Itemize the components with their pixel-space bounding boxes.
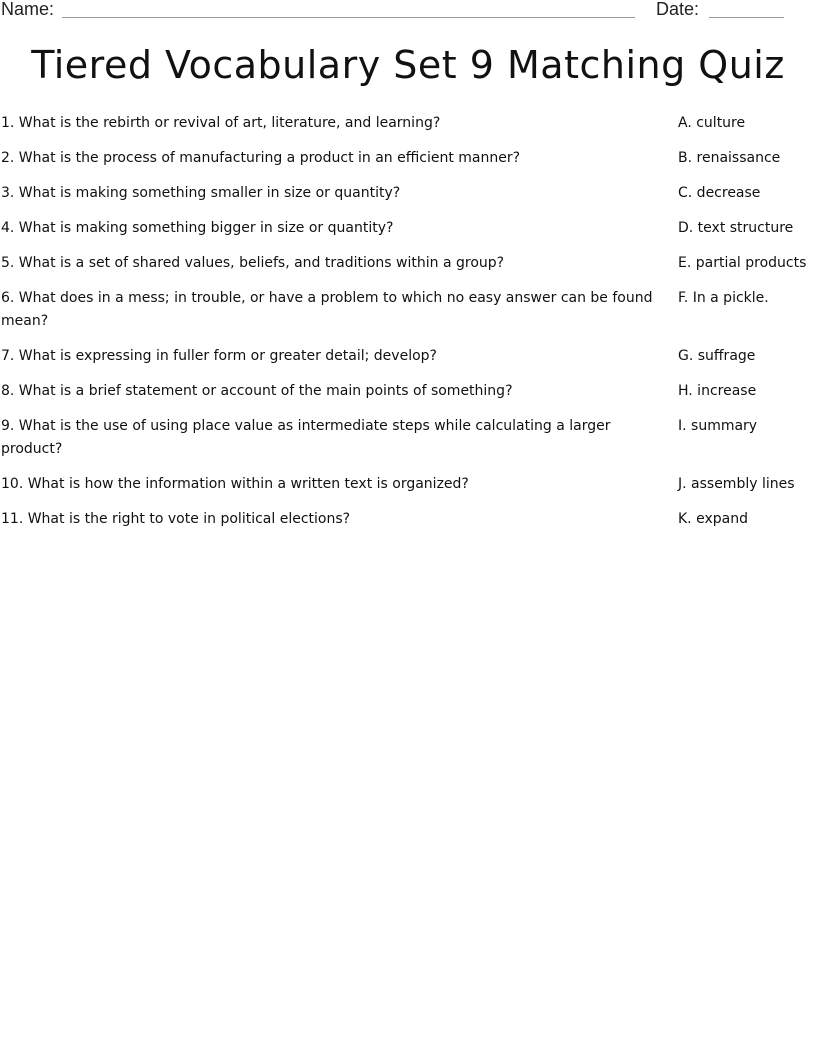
- question-text: 8. What is a brief statement or account of the main points of something?: [1, 383, 513, 399]
- question-text: 5. What is a set of shared values, beliefs, and traditions within a group?: [1, 255, 505, 271]
- question-text: 9. What is the use of using place value as intermediate steps while calculating a larger product?: [1, 418, 611, 457]
- quiz-row: [0, 217, 816, 240]
- answer-option: E. partial products: [678, 255, 807, 271]
- answer-option: I. summary: [678, 418, 758, 434]
- quiz-row: [0, 380, 816, 403]
- name-date-header: [0, 0, 816, 24]
- answer-option: C. decrease: [678, 185, 761, 201]
- question-text: 6. What does in a mess; in trouble, or have a problem to which no easy answer can be found mean?: [1, 290, 653, 329]
- date-label: Date:: [656, 0, 700, 19]
- quiz-row: [0, 508, 816, 531]
- quiz-row: [0, 112, 816, 135]
- answer-option: J. assembly lines: [678, 476, 795, 492]
- quiz-row: [0, 252, 816, 275]
- quiz-row: [0, 287, 816, 333]
- quiz-row: [0, 415, 816, 461]
- answer-option: G. suffrage: [678, 348, 756, 364]
- name-blank-line[interactable]: [62, 17, 635, 18]
- question-text: 1. What is the rebirth or revival of art, literature, and learning?: [1, 115, 441, 131]
- question-text: 4. What is making something bigger in size or quantity?: [1, 220, 394, 236]
- answer-option: D. text structure: [678, 220, 794, 236]
- date-blank-line[interactable]: [709, 17, 784, 18]
- answer-option: K. expand: [678, 511, 748, 527]
- quiz-row: [0, 473, 816, 496]
- matching-quiz: [0, 112, 816, 543]
- quiz-row: [0, 147, 816, 170]
- question-text: 2. What is the process of manufacturing a product in an efficient manner?: [1, 150, 521, 166]
- question-text: 3. What is making something smaller in size or quantity?: [1, 185, 401, 201]
- quiz-row: [0, 182, 816, 205]
- quiz-row: [0, 345, 816, 368]
- question-text: 7. What is expressing in fuller form or greater detail; develop?: [1, 348, 437, 364]
- page-title: Tiered Vocabulary Set 9 Matching Quiz: [31, 43, 785, 87]
- question-text: 10. What is how the information within a written text is organized?: [1, 476, 469, 492]
- question-text: 11. What is the right to vote in political elections?: [1, 511, 351, 527]
- answer-option: B. renaissance: [678, 150, 781, 166]
- answer-option: A. culture: [678, 115, 746, 131]
- name-label: Name:: [1, 0, 55, 19]
- answer-option: F. In a pickle.: [678, 290, 769, 306]
- answer-option: H. increase: [678, 383, 757, 399]
